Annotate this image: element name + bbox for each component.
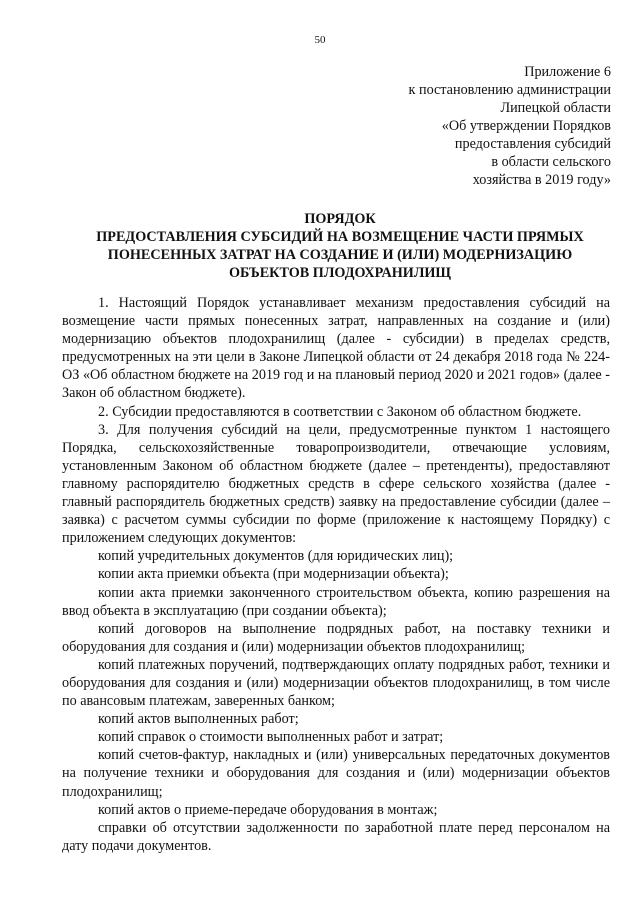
list-item: копий учредительных документов (для юридических лиц); — [98, 548, 454, 565]
title-line: ПОНЕСЕННЫХ ЗАТРАТ НА СОЗДАНИЕ И (ИЛИ) МОДЕРНИЗАЦИЮ — [107, 247, 573, 263]
title-line: ОБЪЕКТОВ ПЛОДОХРАНИЛИЩ — [228, 265, 452, 281]
appendix-line: хозяйства в 2019 году» — [472, 172, 611, 188]
list-item: копий платежных поручений, подтверждающих оплату подрядных работ, техники и оборудования для создания и (или) модернизации объектов плодохранилищ, в том числе по авансовым платежам, заверенных банком; — [62, 656, 610, 710]
title-line: ПРЕДОСТАВЛЕНИЯ СУБСИДИЙ НА ВОЗМЕЩЕНИЕ ЧАСТИ ПРЯМЫХ — [96, 229, 584, 245]
appendix-header — [409, 63, 611, 189]
appendix-line: к постановлению администрации — [408, 82, 611, 98]
title-line: ПОРЯДОК — [304, 211, 376, 227]
list-item: копий договоров на выполнение подрядных работ, на поставку техники и оборудования для создания и (или) модернизации объектов плодохранилищ; — [62, 620, 610, 655]
appendix-line: Липецкой области — [500, 100, 611, 116]
paragraph-1: 1. Настоящий Порядок устанавливает механизм предоставления субсидий на возмещение части прямых понесенных затрат, направленных на создание и (или) модернизацию объектов плодохранилищ (далее - субсидии) в пределах средств, предусмотренных на эти цели в Законе Липецкой области от 24 декабря 2018 года № 224-ОЗ «Об областном бюджете на 2019 год и на плановый период 2020 и 2021 годов» (далее - Закон об областном бюджете). — [62, 295, 610, 402]
list-item: копии акта приемки объекта (при модернизации объекта); — [98, 566, 449, 583]
list-item: копии акта приемки законченного строительством объекта, копию разрешения на ввод объекта в эксплуатацию (при создании объекта); — [62, 584, 610, 619]
list-item: копий актов выполненных работ; — [98, 711, 299, 728]
list-item: копий справок о стоимости выполненных работ и затрат; — [98, 729, 444, 746]
list-item: справки об отсутствии задолженности по заработной плате перед персоналом на дату подачи документов. — [62, 819, 610, 854]
appendix-line: в области сельского — [491, 154, 611, 170]
page-number: 50 — [314, 34, 326, 46]
list-item: копий счетов-фактур, накладных и (или) универсальных передаточных документов на получение техники и оборудования для создания и (или) модернизации объектов плодохранилищ; — [62, 747, 610, 800]
appendix-line: предоставления субсидий — [454, 136, 611, 152]
list-item: копий актов о приеме-передаче оборудования в монтаж; — [98, 801, 438, 818]
document-title — [40, 210, 640, 282]
appendix-line: «Об утверждении Порядков — [441, 118, 611, 134]
document-body — [62, 294, 610, 855]
paragraph-2: 2. Субсидии предоставляются в соответствии с Законом об областном бюджете. — [98, 403, 582, 420]
appendix-line: Приложение 6 — [524, 64, 611, 80]
paragraph-3: 3. Для получения субсидий на цели, предусмотренные пунктом 1 настоящего Порядка, сельскохозяйственные товаропроизводители, отвечающие условиям, установленным Законом об областном бюджете (далее – претенденты), предоставляют главному распорядителю бюджетных средств в сфере сельского хозяйства (далее - главный распорядитель бюджетных средств) заявку на предоставление субсидии (далее – заявка) с расчетом суммы субсидии по форме (приложение к настоящему Порядку) с приложением следующих документов: — [62, 421, 610, 547]
